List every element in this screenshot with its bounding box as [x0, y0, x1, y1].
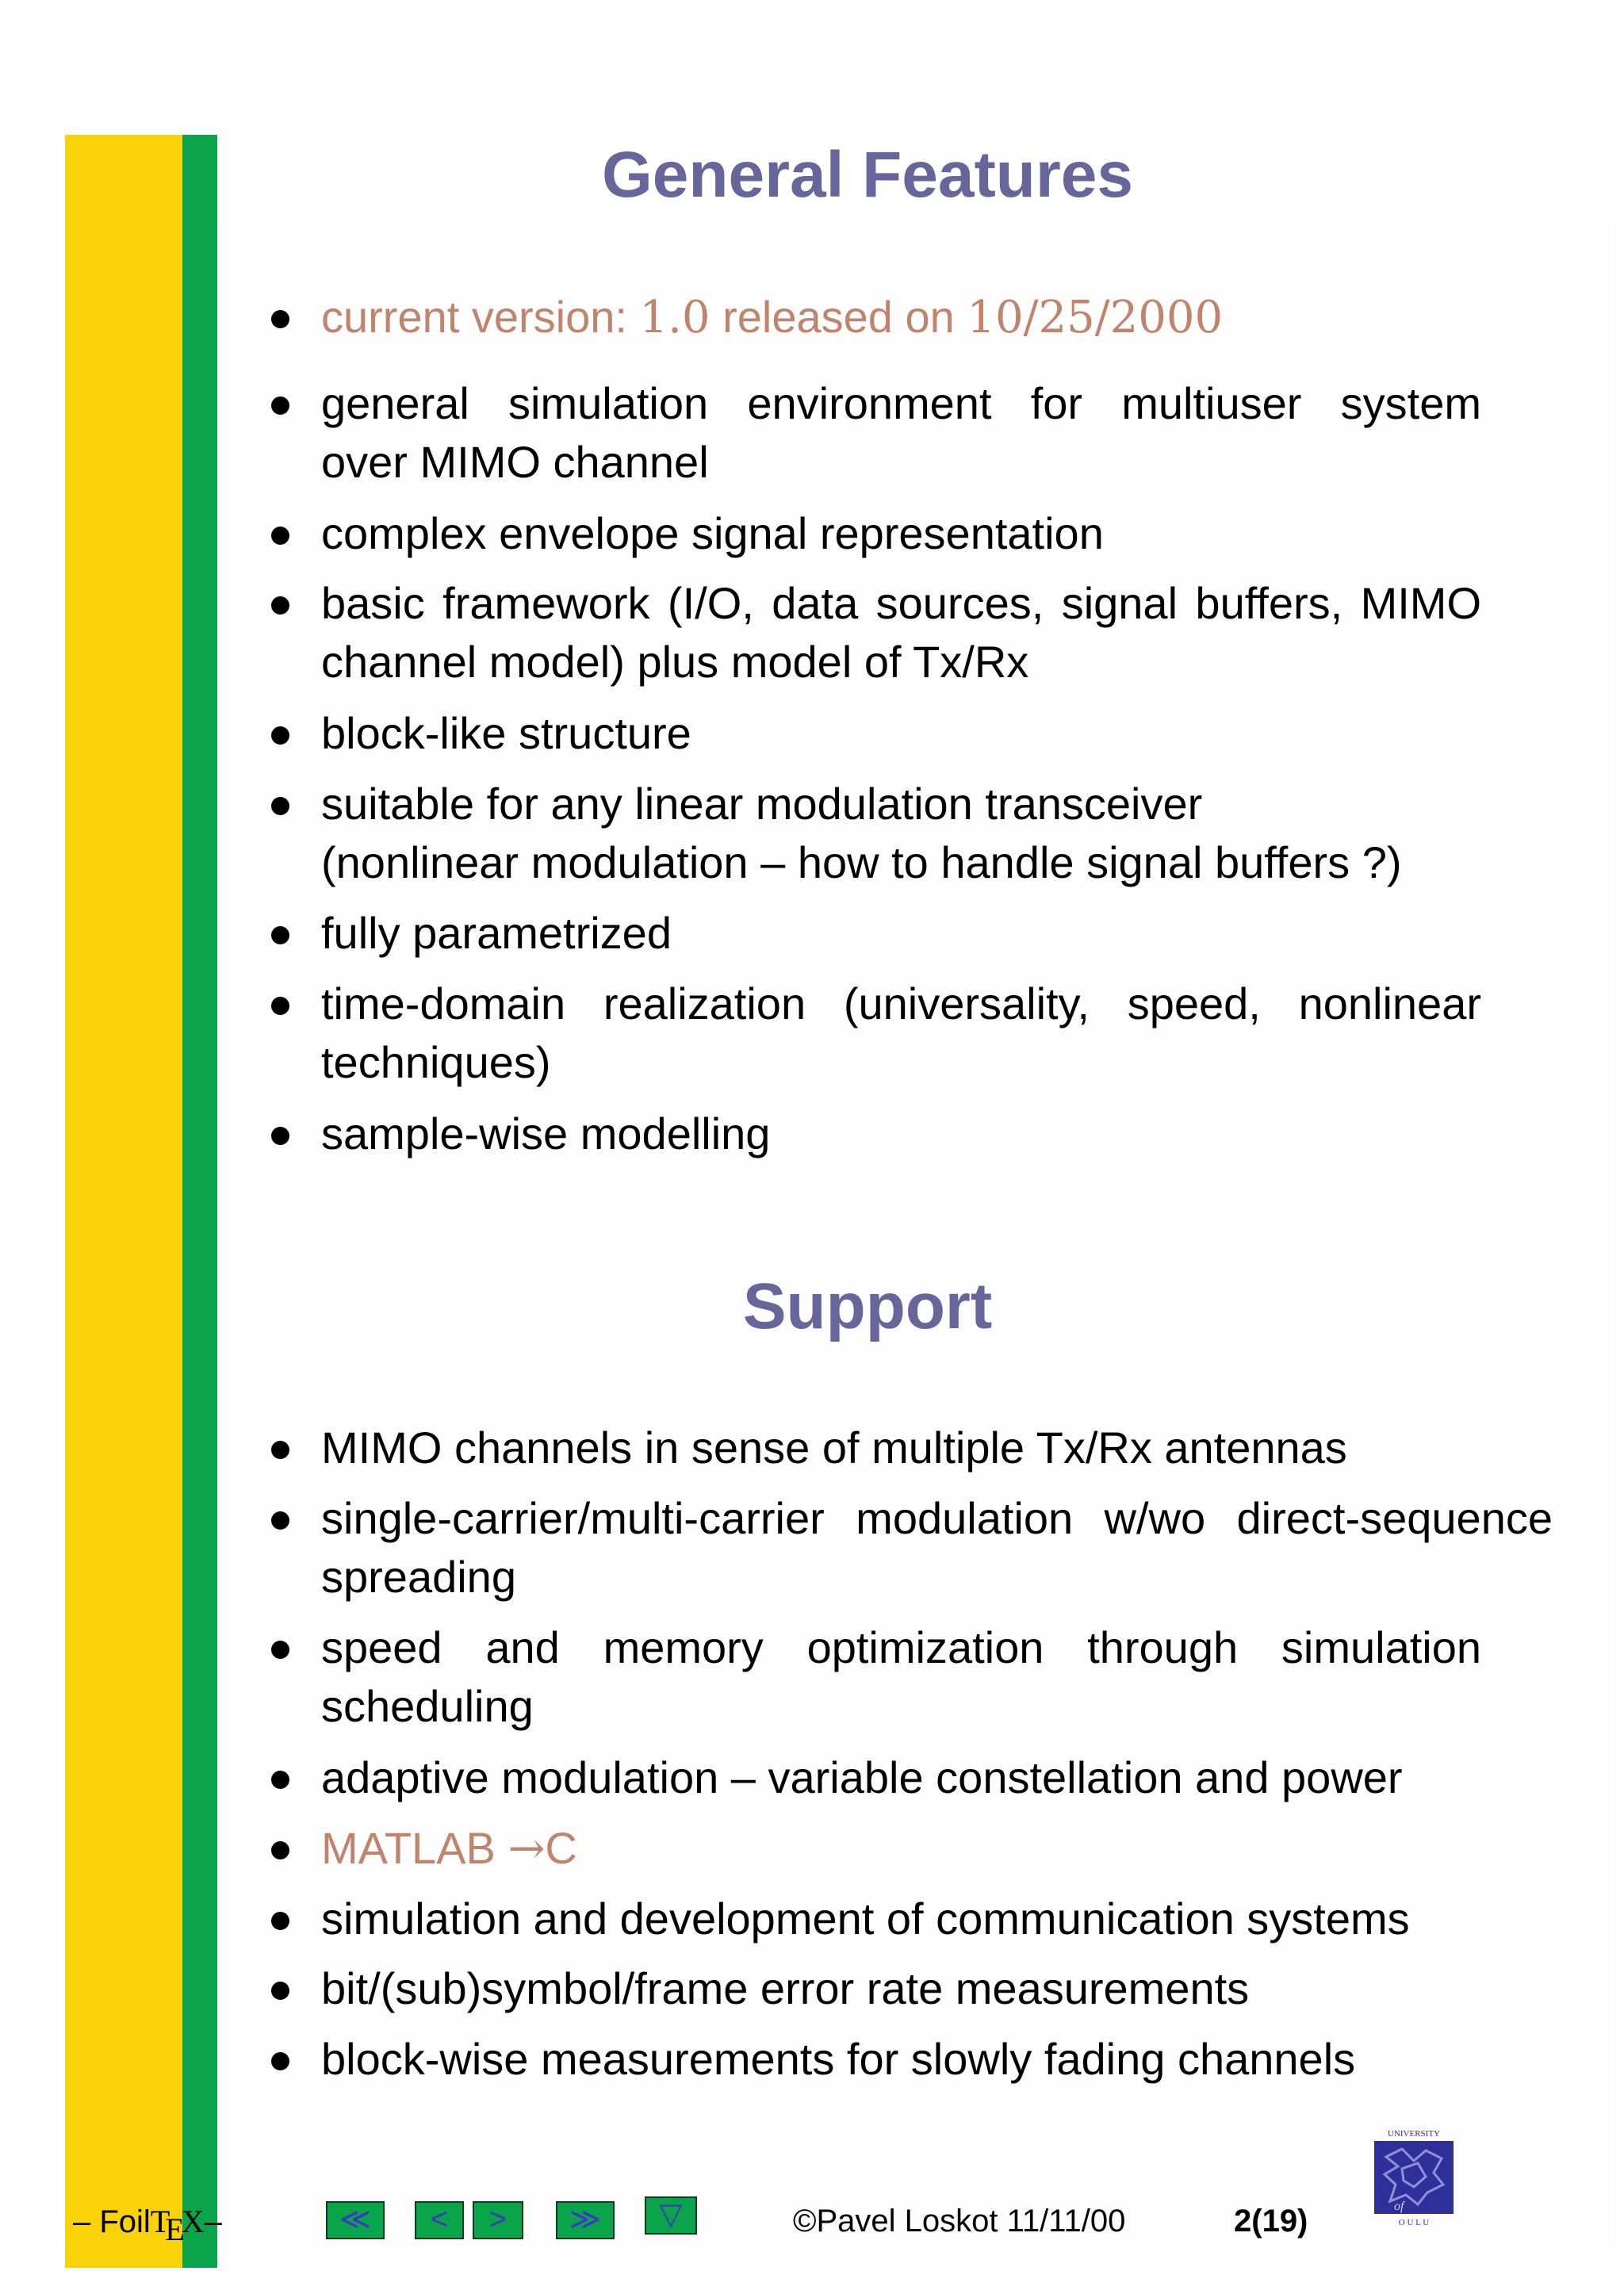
feature-line: sample-wise modelling [321, 1109, 771, 1158]
sidebar-green-bar [182, 135, 217, 2268]
foiltex-t: T [150, 2204, 170, 2239]
feature-line: (nonlinear modulation – how to handle signal buffers ?) [321, 837, 1402, 887]
support-title: Support [742, 1270, 993, 1342]
last-page-button[interactable]: ≫ [556, 2201, 615, 2239]
prev-page-button[interactable]: < [415, 2201, 464, 2239]
version-prefix: current version: [321, 292, 640, 342]
foiltex-label [73, 2203, 222, 2247]
c-label: C [545, 1823, 577, 1873]
arrow-right-icon: → [508, 1823, 546, 1875]
down-button[interactable]: ▽ [645, 2196, 697, 2235]
support-line: scheduling [321, 1681, 534, 1731]
foiltex-suffix: – [204, 2204, 222, 2239]
bullet-icon [271, 1912, 289, 1930]
bullet-icon [271, 1771, 289, 1789]
version-number: 1.0 [639, 292, 710, 343]
feature-line: suitable for any linear modulation transceiver [321, 779, 1203, 829]
feature-line: block-like structure [321, 708, 691, 758]
version-date: 10/25/2000 [967, 292, 1224, 343]
bullet-icon [271, 310, 289, 328]
support-line: bit/(sub)symbol/frame error rate measurements [321, 1963, 1250, 2013]
support-line: spreading [321, 1552, 516, 1602]
bullet-icon [271, 926, 289, 944]
feature-line: complex envelope signal representation [321, 508, 1104, 558]
bullet-icon [271, 1127, 289, 1145]
features-title: General Features [602, 139, 1133, 211]
feature-line: general simulation environment for multiuser system [321, 378, 1481, 428]
matlab-line [321, 1819, 577, 1878]
bullet-icon [271, 1441, 289, 1459]
bullet-icon [271, 396, 289, 415]
support-line: block-wise measurements for slowly fading channels [321, 2034, 1356, 2084]
logo-of-text: of [1394, 2200, 1404, 2213]
foiltex-e: E [165, 2212, 185, 2247]
university-logo [1370, 2125, 1457, 2228]
bullet-icon [271, 1511, 289, 1530]
bullet-icon [271, 527, 289, 545]
feature-line: fully parametrized [321, 908, 672, 958]
feature-line: basic framework (I/O, data sources, signal buffers, MIMO [321, 578, 1481, 628]
bullet-icon [271, 726, 289, 745]
foiltex-x: X [181, 2204, 205, 2239]
support-line: simulation and development of communication systems [321, 1894, 1410, 1944]
support-line: adaptive modulation – variable constellation and power [321, 1752, 1403, 1802]
matlab-label: MATLAB [321, 1823, 508, 1873]
copyright-text: Pavel Loskot 11/11/00 [816, 2204, 1126, 2238]
feature-line: time-domain realization (universality, speed, nonlinear [321, 978, 1481, 1028]
bullet-icon [271, 1841, 289, 1859]
bullet-icon [271, 1641, 289, 1659]
bullet-icon [271, 2052, 289, 2070]
bullet-icon [271, 596, 289, 615]
logo-bottom-text: O U L U [1398, 2218, 1430, 2227]
foiltex-prefix: – Foil [73, 2204, 151, 2239]
feature-line: techniques) [321, 1037, 551, 1087]
first-page-button[interactable]: ≪ [326, 2201, 385, 2239]
next-page-button[interactable]: > [473, 2201, 523, 2239]
version-text [321, 288, 1223, 347]
bullet-icon [271, 797, 289, 815]
support-line: single-carrier/multi-carrier modulation w/wo direct-sequence [321, 1493, 1553, 1543]
support-line: speed and memory optimization through simulation [321, 1622, 1481, 1672]
support-line: MIMO channels in sense of multiple Tx/Rx antennas [321, 1423, 1347, 1473]
sidebar-yellow-bar [65, 135, 185, 2268]
page-number: 2(19) [1234, 2204, 1308, 2238]
feature-line: channel model) plus model of Tx/Rx [321, 637, 1029, 687]
version-middle: released on [710, 292, 967, 342]
copyright-icon: © [793, 2204, 817, 2238]
bullet-icon [271, 1982, 289, 2000]
logo-top-text: UNIVERSITY [1388, 2129, 1440, 2139]
feature-line: over MIMO channel [321, 437, 709, 487]
bullet-icon [271, 997, 289, 1015]
copyright [793, 2204, 1125, 2239]
university-logo-icon [1370, 2125, 1457, 2228]
